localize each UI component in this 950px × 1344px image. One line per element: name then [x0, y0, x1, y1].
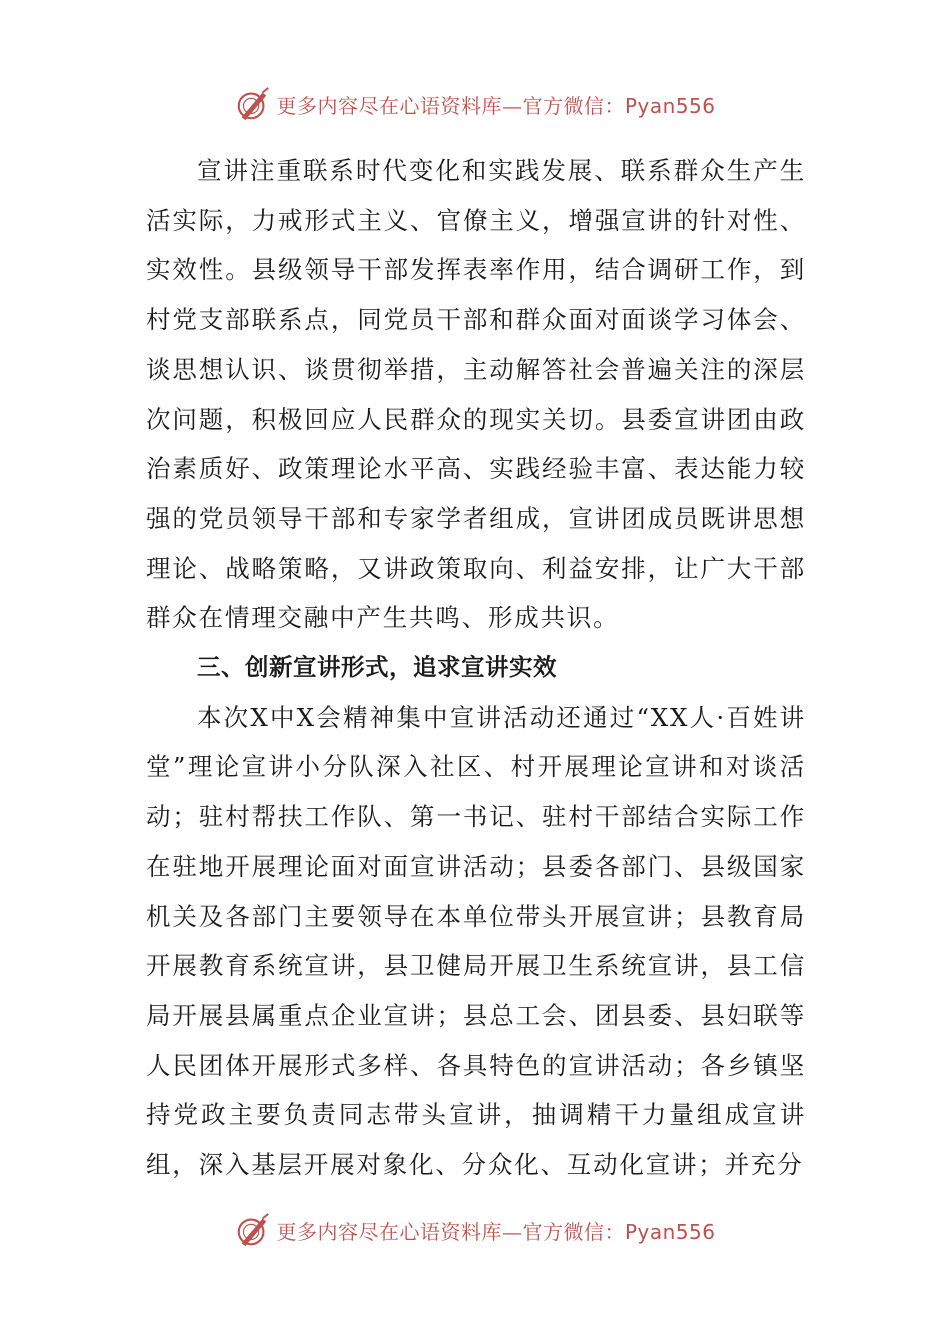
watermark-text: 更多内容尽在心语资料库—官方微信：Pyan556 [276, 1219, 716, 1244]
pen-logo-icon [234, 1211, 272, 1249]
footer-watermark [0, 1210, 950, 1250]
document-body [146, 146, 806, 1190]
section-heading: 三、创新宣讲形式，追求宣讲实效 [197, 653, 557, 682]
header-watermark [0, 84, 950, 124]
pen-logo-icon [234, 85, 272, 123]
paragraph: 本次X中X会精神集中宣讲活动还通过“XX人·百姓讲堂”理论宣讲小分队深入社区、村开展理论宣讲和对谈活动；驻村帮扶工作队、第一书记、驻村干部结合实际工作在驻地开展理论面对面宣讲活动；县委各部门、县级国家机关及各部门主要领导在本单位带头开展宣讲；县教育局开展教育系统宣讲，县卫健局开展卫生系统宣讲，县工信局开展县属重点企业宣讲；县总工会、团县委、县妇联等人民团体开展形式多样、各具特色的宣讲活动；各乡镇坚持党政主要负责同志带头宣讲，抽调精干力量组成宣讲组，深入基层开展对象化、分众化、互动化宣讲；并充分 [146, 702, 806, 1180]
watermark-text: 更多内容尽在心语资料库—官方微信：Pyan556 [276, 93, 716, 118]
paragraph: 宣讲注重联系时代变化和实践发展、联系群众生产生活实际，力戒形式主义、官僚主义，增强宣讲的针对性、实效性。县级领导干部发挥表率作用，结合调研工作，到村党支部联系点，同党员干部和群众面对面谈学习体会、谈思想认识、谈贯彻举措，主动解答社会普遍关注的深层次问题，积极回应人民群众的现实关切。县委宣讲团由政治素质好、政策理论水平高、实践经验丰富、表达能力较强的党员领导干部和专家学者组成，宣讲团成员既讲思想理论、战略策略，又讲政策取向、利益安排，让广大干部群众在情理交融中产生共鸣、形成共识。 [146, 156, 806, 633]
